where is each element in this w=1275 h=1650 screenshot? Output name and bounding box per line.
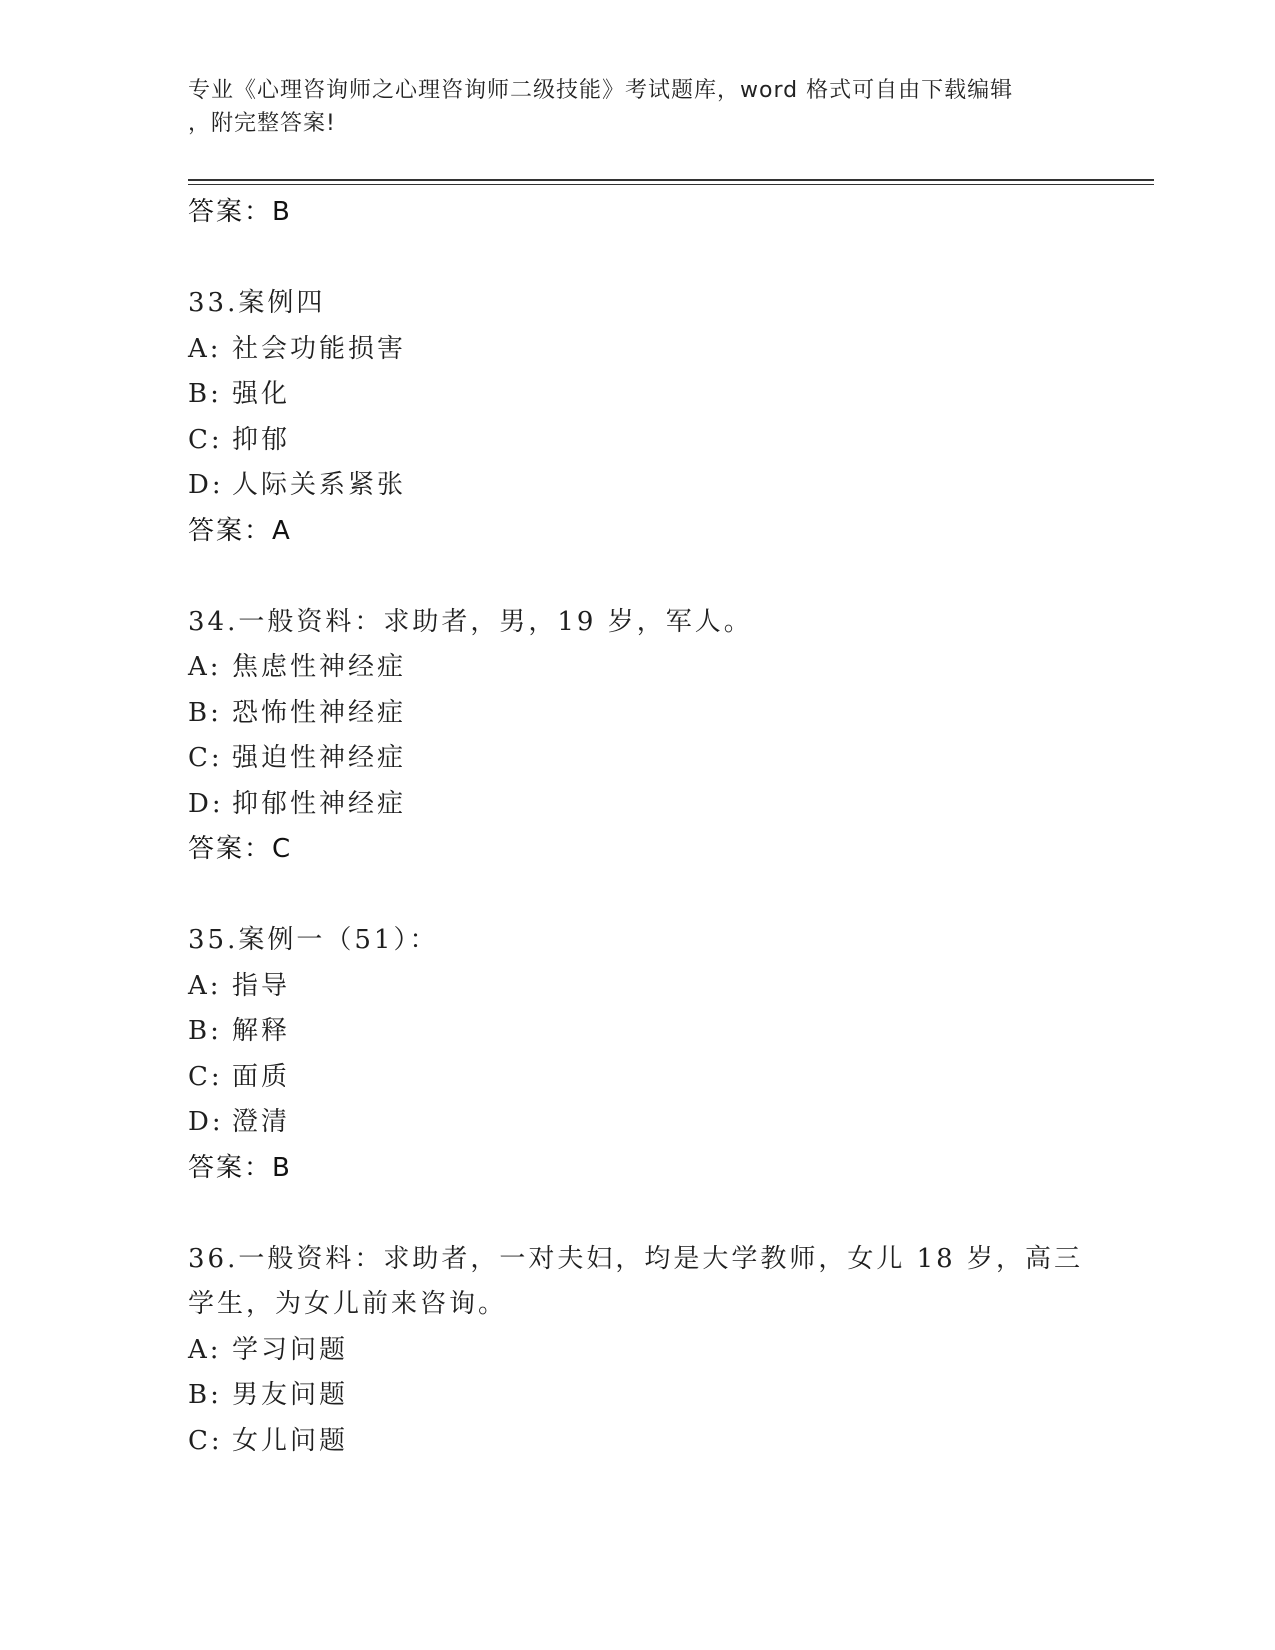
option-label: B:: [188, 1380, 222, 1410]
option-b: [188, 1373, 1154, 1419]
option-label: D:: [188, 1107, 224, 1137]
option-b: [188, 372, 1154, 418]
option-c: [188, 1419, 1154, 1465]
option-label: B:: [188, 379, 222, 409]
header-divider-thin: [188, 184, 1154, 185]
question-stem-text: 一般资料：求助者，一对夫妇，均是大学教师，女儿 18 岁，高三: [238, 1243, 1083, 1274]
question-number: 36.: [188, 1243, 239, 1274]
option-d: [188, 463, 1154, 509]
option-a: [188, 964, 1154, 1010]
header-line-2: ，附完整答案!: [188, 111, 336, 136]
spacer: [188, 873, 1154, 919]
option-text: 抑郁性神经症: [232, 788, 407, 819]
question-stem-continuation: 学生，为女儿前来咨询。: [188, 1289, 508, 1319]
question-list: [188, 190, 1154, 1464]
option-label: C:: [188, 743, 223, 773]
option-text: 强迫性神经症: [232, 743, 407, 773]
option-label: D:: [188, 788, 224, 819]
option-text: 学习问题: [232, 1334, 349, 1365]
option-c: [188, 1055, 1154, 1101]
question-stem: [188, 918, 1154, 964]
answer-line: 答案：C: [188, 834, 293, 864]
option-label: B:: [188, 697, 222, 728]
option-c: [188, 736, 1154, 782]
question-stem-text: 案例四: [238, 288, 326, 318]
spacer: [188, 1191, 1154, 1237]
option-label: A:: [188, 652, 222, 682]
option-label: C:: [188, 424, 223, 455]
option-label: B:: [188, 1016, 222, 1046]
question-stem-text: 案例一（51）：: [238, 925, 439, 955]
option-text: 男友问题: [232, 1380, 349, 1410]
option-text: 焦虑性神经症: [232, 652, 407, 682]
option-label: C:: [188, 1061, 223, 1092]
question-number: 34.: [188, 606, 239, 637]
option-text: 抑郁: [232, 424, 291, 455]
option-text: 面质: [232, 1061, 291, 1092]
option-c: [188, 418, 1154, 464]
option-a: [188, 327, 1154, 373]
option-label: D:: [188, 470, 224, 500]
document-header: [188, 74, 1068, 140]
question-35: [188, 918, 1154, 1191]
option-text: 指导: [232, 970, 291, 1001]
option-text: 澄清: [232, 1107, 291, 1137]
previous-answer: 答案：B: [188, 197, 292, 227]
question-34: [188, 600, 1154, 873]
question-stem: [188, 281, 1154, 327]
option-text: 社会功能损害: [232, 333, 407, 364]
question-stem-text: 一般资料：求助者，男，19 岁，军人。: [238, 606, 753, 637]
question-number: 35.: [188, 925, 239, 955]
option-d: [188, 782, 1154, 828]
question-stem: [188, 600, 1154, 646]
spacer: [188, 554, 1154, 600]
option-d: [188, 1100, 1154, 1146]
answer-line: 答案：A: [188, 515, 292, 546]
option-label: A:: [188, 1334, 222, 1365]
question-33: [188, 281, 1154, 554]
option-b: [188, 691, 1154, 737]
option-text: 解释: [232, 1016, 291, 1046]
question-stem: [188, 1237, 1154, 1283]
option-text: 恐怖性神经症: [232, 697, 407, 728]
header-line-1: 专业《心理咨询师之心理咨询师二级技能》考试题库，word 格式可自由下载编辑: [188, 78, 1014, 103]
question-number: 33.: [188, 288, 239, 318]
option-text: 人际关系紧张: [232, 470, 407, 500]
option-label: A:: [188, 970, 222, 1001]
option-label: A:: [188, 333, 222, 364]
question-36: [188, 1237, 1154, 1465]
option-b: [188, 1009, 1154, 1055]
option-label: C:: [188, 1425, 223, 1456]
option-text: 强化: [232, 379, 291, 409]
option-text: 女儿问题: [232, 1425, 349, 1456]
answer-line: 答案：B: [188, 1152, 292, 1183]
header-divider-thick: [188, 179, 1154, 181]
option-a: [188, 1328, 1154, 1374]
option-a: [188, 645, 1154, 691]
spacer: [188, 236, 1154, 282]
